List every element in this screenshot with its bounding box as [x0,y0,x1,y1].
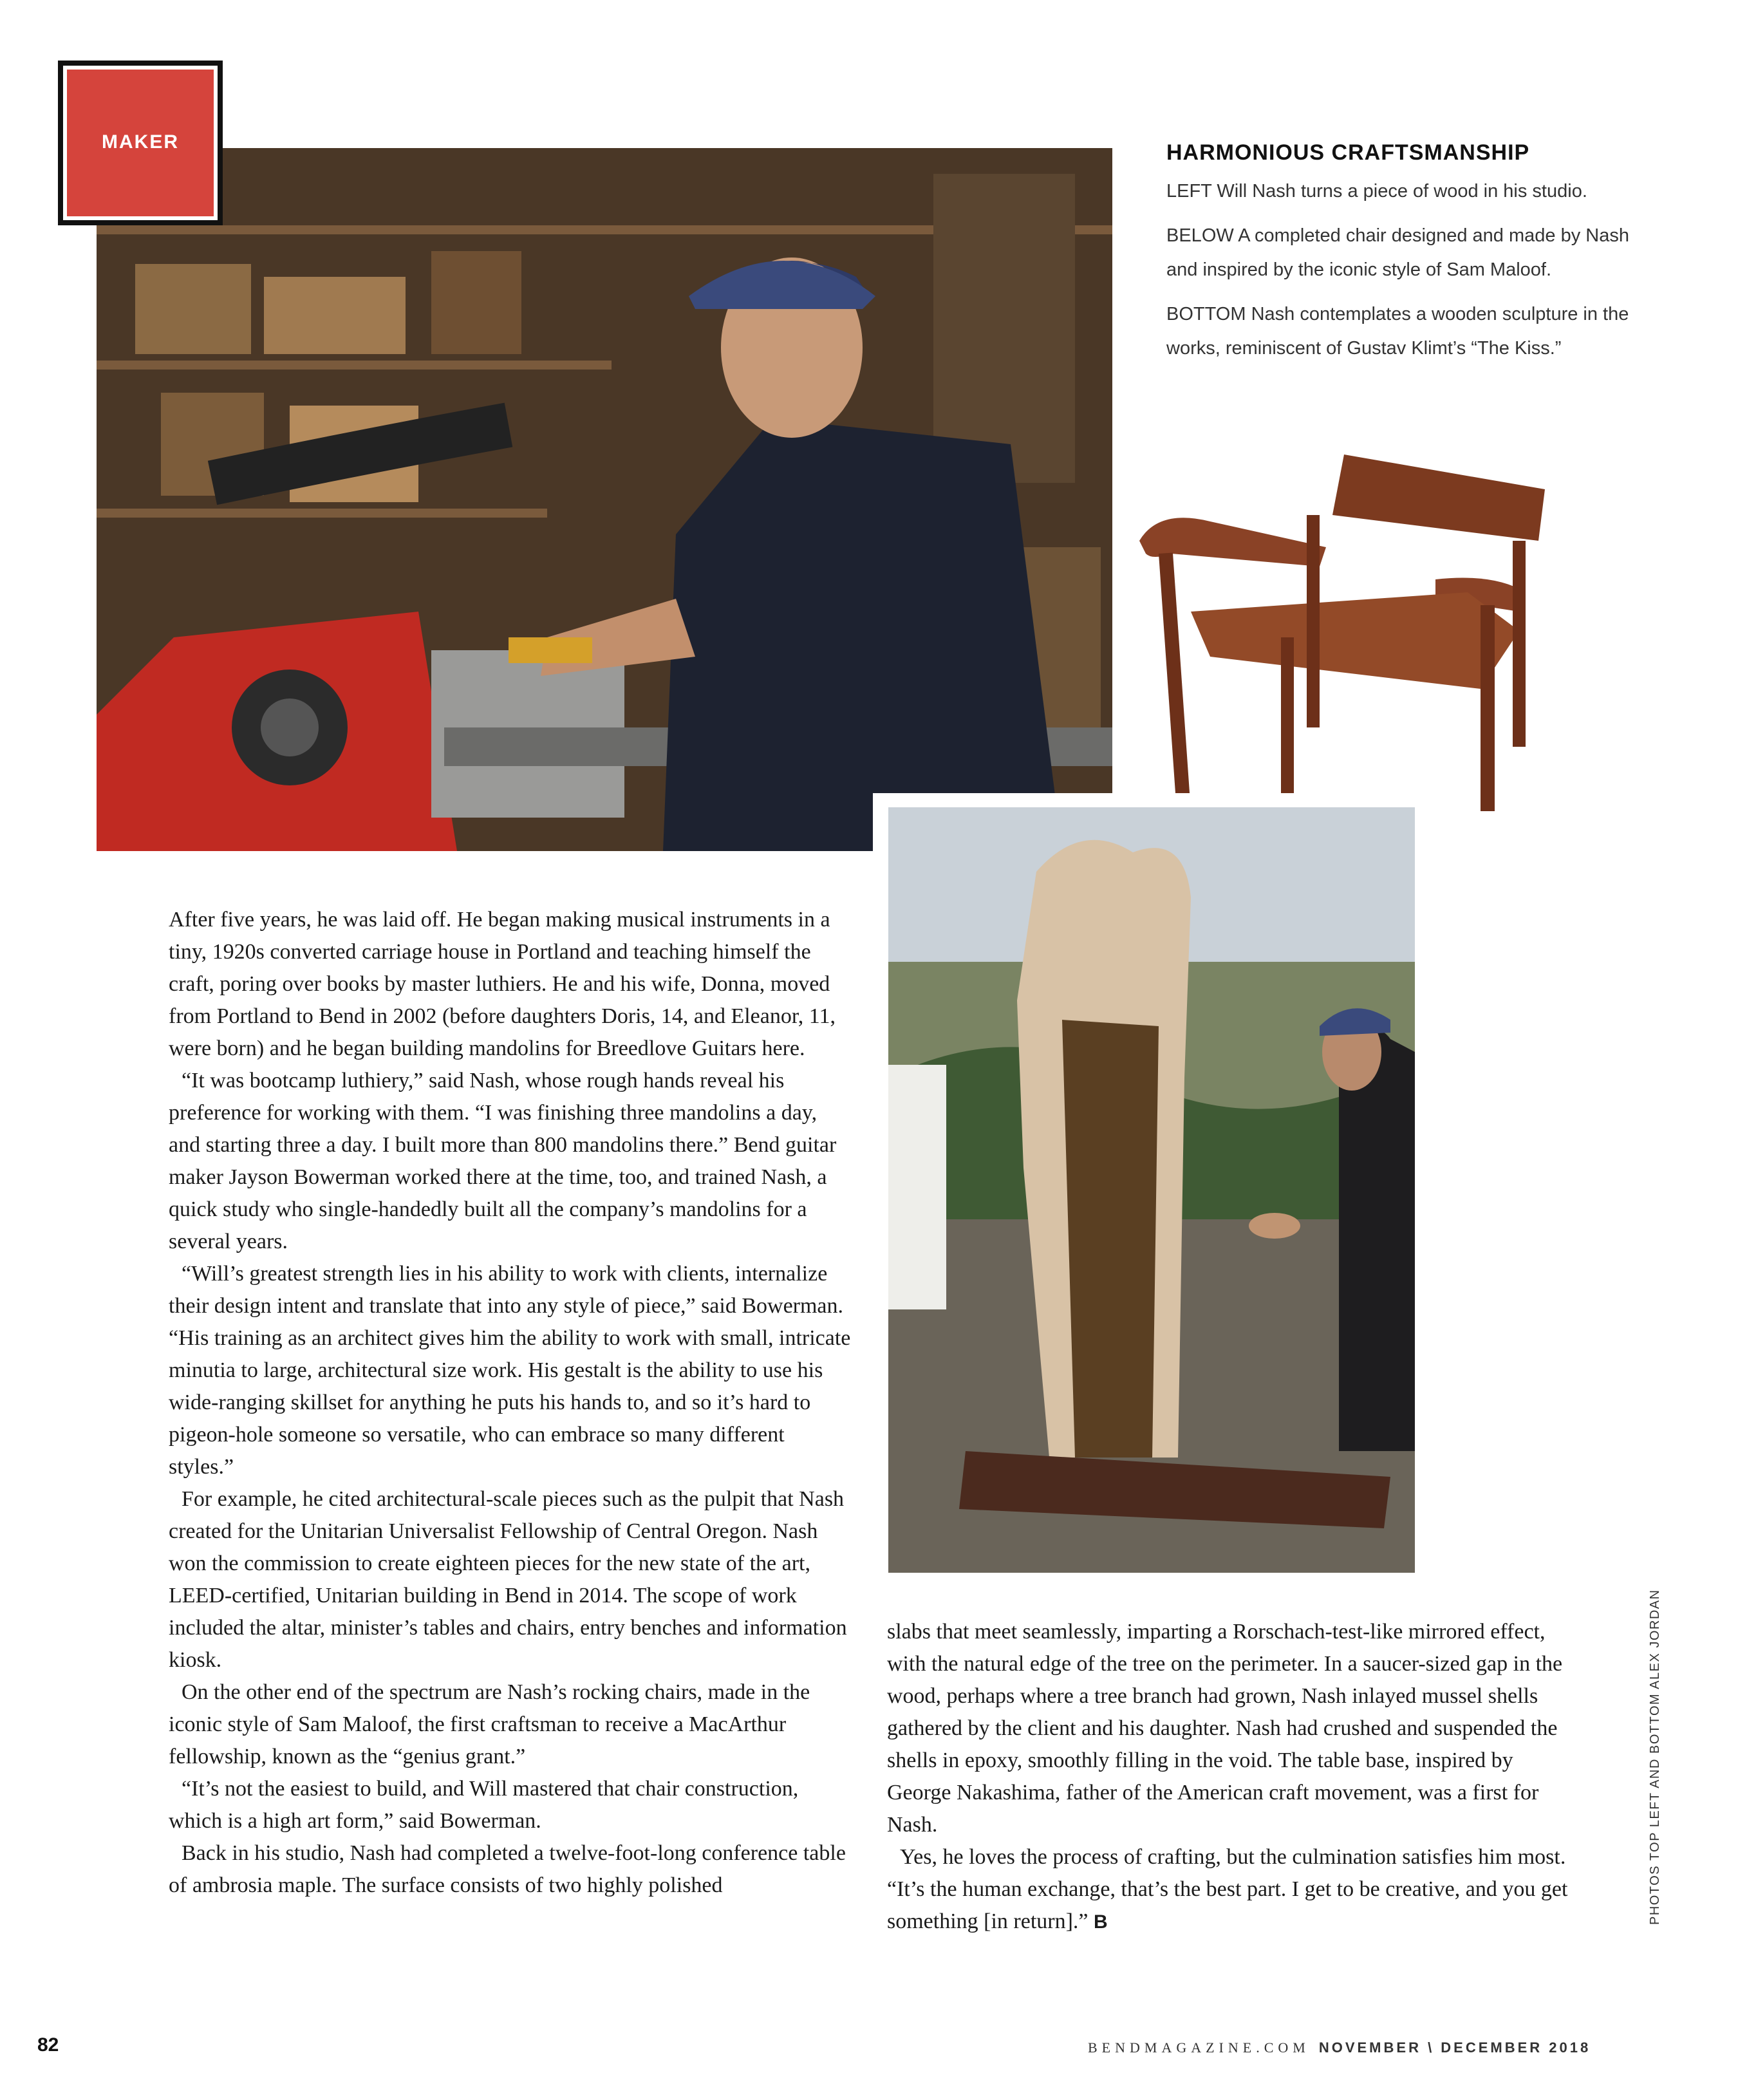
paragraph-final-text: Yes, he loves the process of crafting, but the culmination satisfies him most. “It’s the human exchange, that’s the best part. I get to be creative, and you get something [in return].” [887,1845,1568,1933]
section-badge [58,61,223,225]
paragraph: “It’s not the easiest to build, and Will mastered that chair construction, which is a high art form,” said Bowerman. [169,1777,799,1833]
chair-photo [1133,444,1584,830]
paragraph: For example, he cited architectural-scale pieces such as the pulpit that Nash created for the Unitarian Universalist Fellowship of Central Oregon. Nash won the commission to create eighteen pieces for the new state of the art, LEED-certified, Unitarian building in Bend in 2014. The scope of work included the altar, minister’s tables and chairs, entry benches and information kiosk. [169,1487,847,1672]
sculpture-photo [873,793,1415,1573]
footer-site: BENDMAGAZINE.COM [1088,2039,1310,2056]
chair-illustration [1133,444,1584,830]
paragraph: slabs that meet seamlessly, imparting a Rorschach-test-like mirrored effect, with the natural edge of the tree on the perimeter. In a saucer-sized gap in the wood, perhaps where a tree branch had grown, Nash inlayed mussel shells gathered by the client and his daughter. Nash had crushed and suspended the shells in epoxy, smoothly filling in the void. The table base, inspired by George Nakashima, father of the American craft movement, was a first for Nash. [887,1620,1563,1837]
sculpture-photo-image [888,807,1415,1573]
workshop-photo-illustration [97,148,1112,851]
article-column-right [887,1616,1569,1938]
sculpture-illustration [888,807,1415,1573]
paragraph: “It was bootcamp luthiery,” said Nash, whose rough hands reveal his preference for working with them. “I was finishing three mandolins a day, and starting three a day. I built more than 800 mandolins there.” Bend guitar maker Jayson Bowerman worked there at the time, too, and trained Nash, a quick study who single-handedly built all the company’s mandolins for a several years. [169,1069,837,1253]
caption-title: HARMONIOUS CRAFTSMANSHIP [1166,140,1530,165]
end-mark-icon: B [1094,1911,1108,1933]
photo-caption [1166,140,1630,376]
caption-left: LEFT Will Nash turns a piece of wood in his studio. [1166,181,1587,202]
caption-below: BELOW A completed chair designed and made by Nash and inspired by the iconic style of Sam Maloof. [1166,225,1629,280]
workshop-photo [97,148,1112,851]
footer-issue-date: NOVEMBER \ DECEMBER 2018 [1318,2039,1591,2056]
paragraph: After five years, he was laid off. He began making musical instruments in a tiny, 1920s converted carriage house in Portland and teaching himself the craft, poring over books by master luthiers. He and his wife, Donna, moved from Portland to Bend in 2002 (before daughters Doris, 14, and Eleanor, 11, were born) and he began building mandolins for Breedlove Guitars here. [169,908,836,1060]
paragraph: On the other end of the spectrum are Nash’s rocking chairs, made in the iconic style of Sam Maloof, the first craftsman to receive a MacArthur fellowship, known as the “genius grant.” [169,1680,810,1768]
paragraph: “Will’s greatest strength lies in his ability to work with clients, internalize their design intent and translate that into any style of piece,” said Bowerman. “His training as an architect gives him the ability to work with small, intricate minutia to large, architectural size work. His gestalt is the ability to use his wide-ranging skillset for anything he puts his hands to, and so it’s hard to pigeon-hole someone so versatile, who can embrace so many different styles.” [169,1262,851,1479]
page-number: 82 [37,2034,59,2056]
paragraph-final [887,1841,1569,1938]
footer-publication [1088,2039,1600,2056]
article-column-left [169,904,851,1902]
photo-credit: PHOTOS TOP LEFT AND BOTTOM ALEX JORDAN [1648,1589,1662,1925]
caption-bottom: BOTTOM Nash contemplates a wooden sculpture in the works, reminiscent of Gustav Klimt’s “The Kiss.” [1166,304,1629,359]
section-badge-label: MAKER [67,70,214,216]
paragraph: Back in his studio, Nash had completed a twelve-foot-long conference table of ambrosia maple. The surface consists of two highly polished [169,1841,846,1897]
